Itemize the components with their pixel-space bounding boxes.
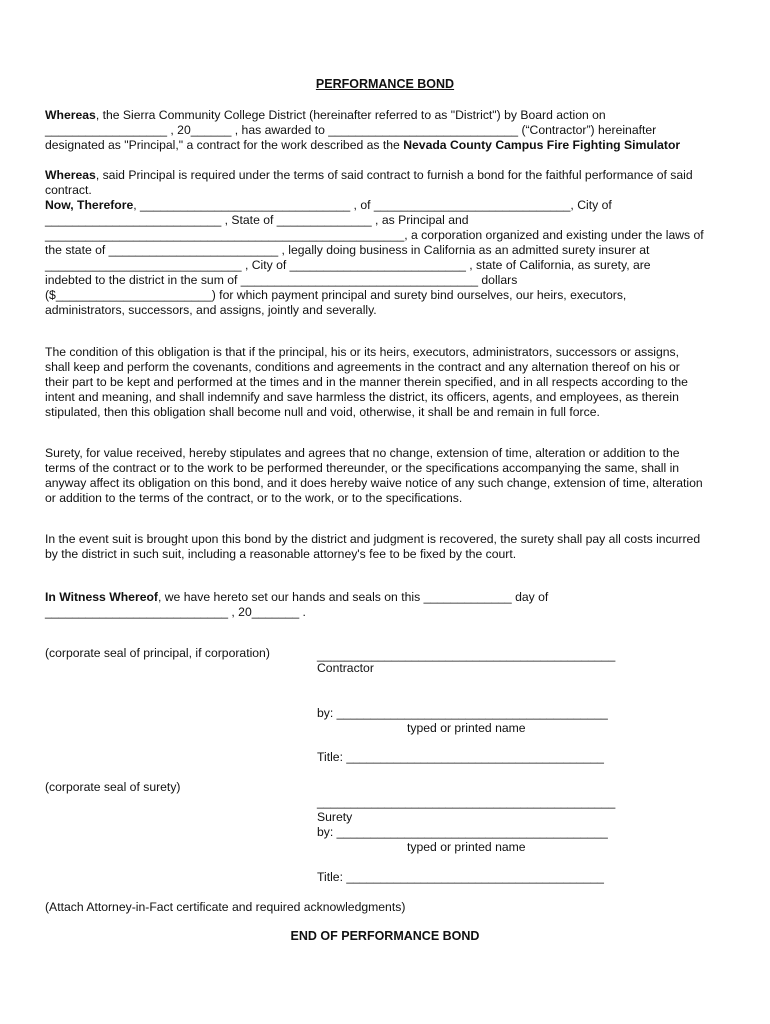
typed-name-label-1: typed or printed name <box>407 721 526 735</box>
seal-principal-label: (corporate seal of principal, if corporation) <box>45 646 270 660</box>
now-line-8: administrators, successors, and assigns, jointly and severally. <box>45 303 377 317</box>
intro-line-1: Whereas, the Sierra Community College District (hereinafter referred to as "District") by Board action on <box>45 108 606 122</box>
now-line-6: indebted to the district in the sum of ___________________________________ dollars <box>45 273 518 287</box>
surety-signature-line: ____________________________________________ <box>317 795 616 809</box>
condition-line-5: stipulated, then this obligation shall become null and void, otherwise, it shall be and remain in full force. <box>45 405 600 419</box>
now-line-4: the state of _________________________ , legally doing business in California as an admitted surety insurer at <box>45 243 650 257</box>
whereas2-line-1: Whereas, said Principal is required under the terms of said contract to furnish a bond for the faithful performance of said <box>45 168 693 182</box>
surety-para-line-3: anyway affect its obligation on this bond, and it does hereby waive notice of any such change, extension of time, alteration <box>45 476 703 490</box>
surety-label: Surety <box>317 810 353 824</box>
now-line-7: ($_______________________) for which payment principal and surety bind ourselves, our heirs, executors, <box>45 288 627 302</box>
now-line-2: __________________________ , State of ______________ , as Principal and <box>45 213 469 227</box>
end-of-document: END OF PERFORMANCE BOND <box>290 929 480 943</box>
now-line-5: _____________________________ , City of __________________________ , state of California, as surety, are <box>45 258 651 272</box>
condition-line-1: The condition of this obligation is that if the principal, his or its heirs, executors, administrators, successors or assigns, <box>45 345 680 359</box>
document-title: PERFORMANCE BOND <box>315 77 455 91</box>
surety-title-line: Title: ______________________________________ <box>317 870 604 884</box>
contractor-title-line: Title: ______________________________________ <box>317 750 604 764</box>
intro-line-3: designated as "Principal," a contract for the work described as the Nevada County Campus Fire Fighting Simulator <box>45 138 681 152</box>
seal-surety-label: (corporate seal of surety) <box>45 780 181 794</box>
surety-para-line-1: Surety, for value received, hereby stipulates and agrees that no change, extension of time, alteration or addition to the <box>45 446 680 460</box>
attach-note: (Attach Attorney-in-Fact certificate and required acknowledgments) <box>45 900 406 914</box>
witness-line-2: ___________________________ , 20_______ . <box>45 605 306 619</box>
whereas-bold: Whereas <box>45 108 96 122</box>
now-line-3: _____________________________________________________, a corporation organized and existing under the laws of <box>45 228 704 242</box>
project-name: Nevada County Campus Fire Fighting Simulator <box>403 138 681 152</box>
condition-line-3: their part to be kept and performed at the times and in the manner therein specified, and in all respects according to the <box>45 375 688 389</box>
contractor-by-line: by: ________________________________________ <box>317 706 608 720</box>
intro-line-2: __________________ , 20______ , has awarded to ____________________________ (“Contractor”) hereinafter <box>45 123 657 137</box>
suit-para-line-2: by the district in such suit, including a reasonable attorney's fee to be fixed by the court. <box>45 547 517 561</box>
contractor-label: Contractor <box>317 661 374 675</box>
surety-para-line-2: terms of the contract or to the work to be performed thereunder, or the specifications accompanying the same, shall in <box>45 461 680 475</box>
suit-para-line-1: In the event suit is brought upon this bond by the district and judgment is recovered, the surety shall pay all costs incurred <box>45 532 701 546</box>
contractor-signature-line: ____________________________________________ <box>317 648 616 662</box>
typed-name-label-2: typed or printed name <box>407 840 526 854</box>
surety-para-line-4: or addition to the terms of the contract, or to the work, or to the specifications. <box>45 491 463 505</box>
condition-line-2: shall keep and perform the covenants, conditions and agreements in the contract and any alternation thereof on his or <box>45 360 680 374</box>
now-line-1: Now, Therefore, _______________________________ , of _____________________________, City of <box>45 198 612 212</box>
whereas2-line-2: contract. <box>45 183 92 197</box>
condition-line-4: intent and meaning, and shall indemnify and save harmless the district, its officers, agents, and employees, as therein <box>45 390 679 404</box>
surety-by-line: by: ________________________________________ <box>317 825 608 839</box>
witness-line-1: In Witness Whereof, we have hereto set our hands and seals on this _____________ day of <box>45 590 549 604</box>
